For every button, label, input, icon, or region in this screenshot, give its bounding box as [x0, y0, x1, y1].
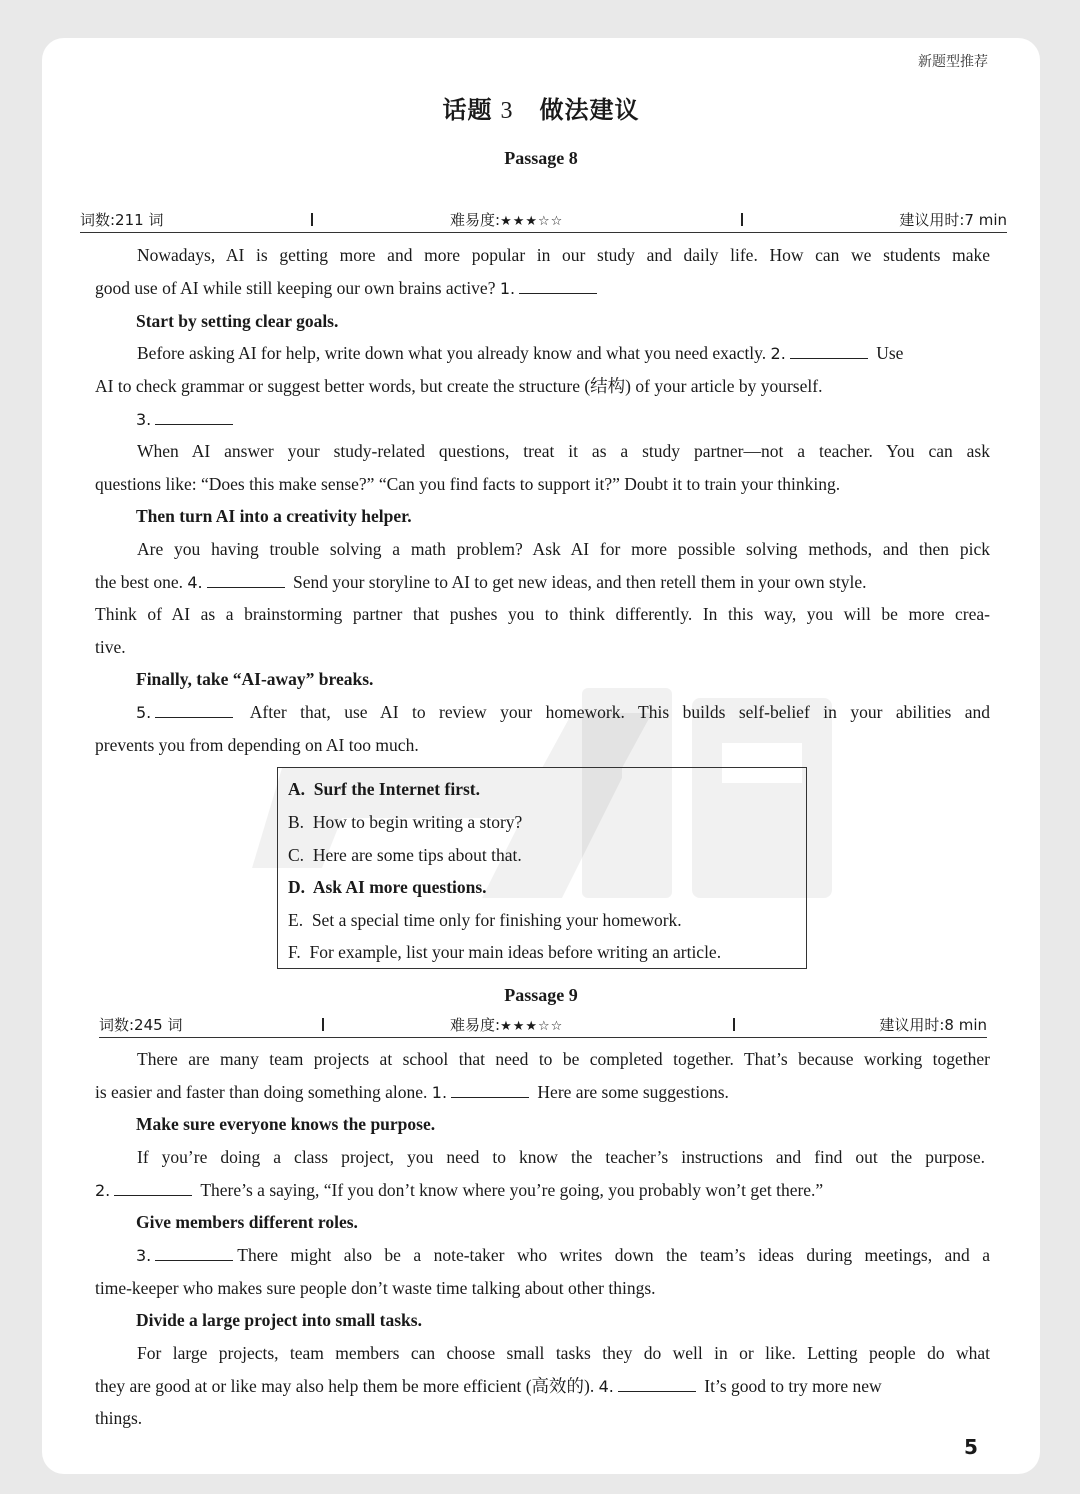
answer-blank-4[interactable] — [207, 571, 285, 588]
paragraph-line: time-keeper who makes sure people don’t waste time talking about other things. — [95, 1278, 656, 1298]
option-c[interactable]: C. Here are some tips about that. — [288, 845, 522, 865]
paragraph-line: the best one. 4. Send your storyline to AI to get new ideas, and then retell them in your own style. — [95, 572, 867, 592]
paragraph-line: If you’re doing a class project, you need to know the teacher’s instructions and find out the purpose. — [137, 1147, 985, 1167]
topic-prefix: 话题 — [442, 96, 493, 124]
passage8-meta — [80, 208, 1007, 233]
word-count: 词数:245 词 — [99, 1016, 183, 1034]
passage9-meta — [99, 1013, 987, 1038]
paragraph-line: 2. There’s a saying, “If you don’t know where you’re going, you probably won’t get there.” — [95, 1180, 824, 1200]
difficulty: 难易度:★★★☆☆ — [450, 211, 564, 229]
paragraph-line: they are good at or like may also help them be more efficient (高效的). 4. It’s good to try more new — [95, 1376, 882, 1396]
answer-blank-3[interactable] — [155, 408, 233, 425]
passage8-title: Passage 8 — [504, 148, 578, 168]
paragraph-line: tive. — [95, 637, 126, 657]
options-box — [277, 767, 807, 969]
page-number: 5 — [964, 1435, 978, 1459]
paragraph-line: Are you having trouble solving a math problem? Ask AI for more possible solving methods, and then pick — [137, 539, 990, 559]
paragraph-line: 3. — [136, 408, 237, 431]
subheading: Give members different roles. — [136, 1212, 358, 1232]
option-e[interactable]: E. Set a special time only for finishing your homework. — [288, 910, 682, 930]
paragraph-line: Think of AI as a brainstorming partner that pushes you to think differently. In this way, you will be more crea- — [95, 604, 990, 624]
subheading: Finally, take “AI-away” breaks. — [136, 669, 374, 689]
worksheet-page — [42, 38, 1040, 1474]
difficulty-stars: ★★★☆☆ — [500, 214, 564, 229]
subheading: Then turn AI into a creativity helper. — [136, 506, 412, 526]
paragraph-line: prevents you from depending on AI too much. — [95, 735, 419, 755]
paragraph-line: is easier and faster than doing something alone. 1. Here are some suggestions. — [95, 1082, 729, 1102]
paragraph-line: things. — [95, 1408, 143, 1428]
option-d[interactable]: D. Ask AI more questions. — [288, 877, 487, 897]
paragraph-line: Before asking AI for help, write down what you already know and what you need exactly. 2. Use — [137, 343, 904, 363]
paragraph-line: Nowadays, AI is getting more and more popular in our study and daily life. How can we students make — [137, 245, 990, 265]
answer-blank-5[interactable] — [155, 701, 233, 718]
passage9-title: Passage 9 — [504, 985, 578, 1005]
difficulty-stars: ★★★☆☆ — [500, 1019, 564, 1034]
option-a[interactable]: A. Surf the Internet first. — [288, 779, 480, 799]
subheading: Make sure everyone knows the purpose. — [136, 1114, 436, 1134]
answer-blank-3[interactable] — [155, 1244, 233, 1261]
topic-name: 做法建议 — [539, 96, 640, 124]
suggested-time: 建议用时:7 min — [899, 211, 1007, 229]
meta-divider — [322, 1018, 324, 1031]
paragraph-line: 5. After that, use AI to review your homework. This builds self-belief in your abilities and — [136, 702, 990, 722]
paragraph-line: 3. There might also be a note-taker who writes down the team’s ideas during meetings, and a — [136, 1245, 990, 1265]
answer-blank-1[interactable] — [519, 277, 597, 294]
meta-divider — [311, 213, 313, 226]
paragraph-line: AI to check grammar or suggest better words, but create the structure (结构) of your article by yourself. — [95, 376, 823, 396]
answer-blank-2[interactable] — [114, 1179, 192, 1196]
corner-tag: 新题型推荐 — [918, 54, 988, 70]
subheading: Divide a large project into small tasks. — [136, 1310, 422, 1330]
paragraph-line: There are many team projects at school that need to be completed together. That’s because working together — [137, 1049, 990, 1069]
topic-title — [42, 90, 1040, 125]
paragraph-line: good use of AI while still keeping our own brains active? 1. — [95, 277, 601, 300]
paragraph-line: questions like: “Does this make sense?” “Can you find facts to support it?” Doubt it to train your thinking. — [95, 474, 841, 494]
meta-divider — [733, 1018, 735, 1031]
subheading: Start by setting clear goals. — [136, 311, 339, 331]
paragraph-line: When AI answer your study-related questions, treat it as a study partner—not a teacher. You can ask — [137, 441, 990, 461]
meta-divider — [741, 213, 743, 226]
difficulty: 难易度:★★★☆☆ — [450, 1016, 564, 1034]
option-f[interactable]: F. For example, list your main ideas before writing an article. — [288, 942, 722, 962]
suggested-time: 建议用时:8 min — [879, 1016, 987, 1034]
answer-blank-4[interactable] — [618, 1375, 696, 1392]
answer-blank-1[interactable] — [451, 1081, 529, 1098]
topic-number: 3 — [500, 98, 514, 124]
word-count: 词数:211 词 — [80, 211, 164, 229]
paragraph-line: For large projects, team members can choose small tasks they do well in or like. Letting people do what — [137, 1343, 990, 1363]
answer-blank-2[interactable] — [790, 342, 868, 359]
option-b[interactable]: B. How to begin writing a story? — [288, 812, 523, 832]
